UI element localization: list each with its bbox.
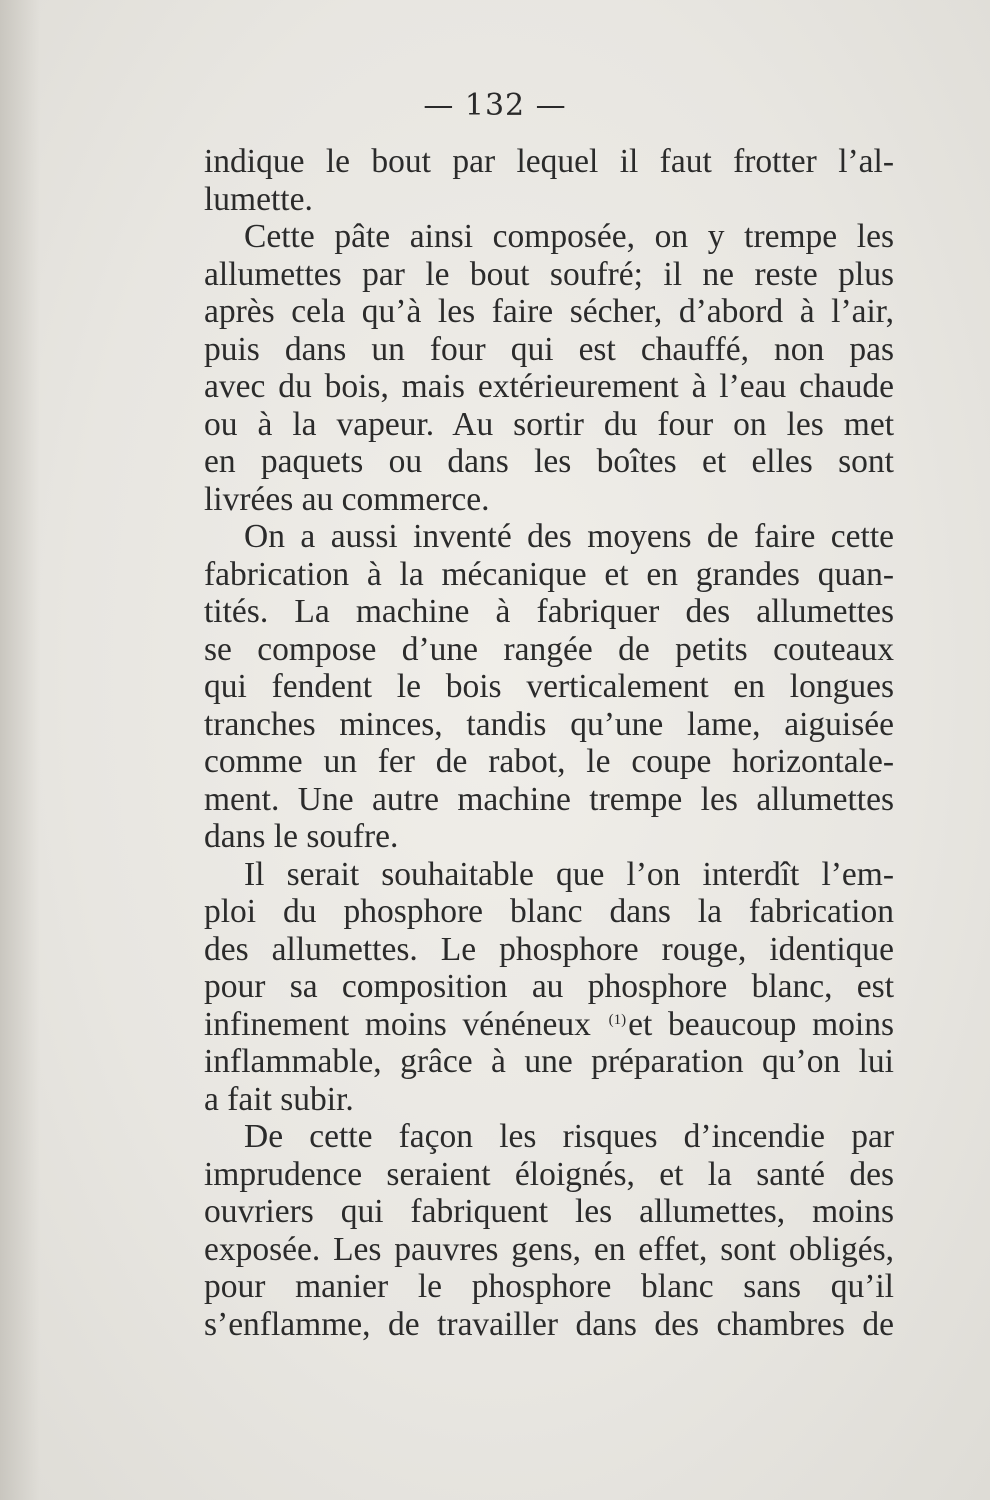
text-line: ploi du phosphore blanc dans la fabrication xyxy=(204,893,894,930)
text-line: s’enflamme, de travailler dans des chambres de xyxy=(204,1305,894,1343)
text-line: inflammable, grâce à une préparation qu’on lui xyxy=(204,1043,894,1080)
text-line: a fait subir. xyxy=(204,1080,354,1118)
body-text xyxy=(204,143,894,1343)
text-line: fabrication à la mécanique et en grandes quan- xyxy=(204,555,894,593)
text-line: lumette. xyxy=(204,180,313,218)
text-line: en paquets ou dans les boîtes et elles sont xyxy=(204,443,894,480)
spine-shadow xyxy=(0,0,40,1500)
text-line: dans le soufre. xyxy=(204,818,399,855)
text-line: livrées au commerce. xyxy=(204,480,490,518)
text-line: puis dans un four qui est chauffé, non pas xyxy=(204,330,894,368)
text-line: comme un fer de rabot, le coupe horizontale- xyxy=(204,743,894,780)
text-line: des allumettes. Le phosphore rouge, identique xyxy=(204,930,894,968)
text-line: qui fendent le bois verticalement en longues xyxy=(204,668,894,705)
text-line: ment. Une autre machine trempe les allumettes xyxy=(204,780,894,818)
text-line: Cette pâte ainsi composée, on y trempe les xyxy=(244,218,894,255)
text-line: tranches minces, tandis qu’une lame, aiguisée xyxy=(204,705,894,743)
text-segment: et beaucoup moins xyxy=(628,1005,894,1043)
text-line: allumettes par le bout soufré; il ne reste plus xyxy=(204,255,894,293)
text-line-with-footnote xyxy=(204,1006,894,1044)
text-line: pour manier le phosphore blanc sans qu’il xyxy=(204,1268,894,1305)
text-line: ou à la vapeur. Au sortir du four on les met xyxy=(204,405,894,443)
text-line: De cette façon les risques d’incendie par xyxy=(244,1118,894,1155)
text-line: exposée. Les pauvres gens, en effet, sont obligés, xyxy=(204,1230,894,1268)
text-line: On a aussi inventé des moyens de faire cette xyxy=(244,518,894,555)
page-number: — 132 — xyxy=(423,88,567,123)
text-line: pour sa composition au phosphore blanc, est xyxy=(204,968,894,1005)
text-line: Il serait souhaitable que l’on interdît l’em- xyxy=(244,855,894,893)
text-line: avec du bois, mais extérieurement à l’eau chaude xyxy=(204,368,894,405)
text-line: imprudence seraient éloignés, et la santé des xyxy=(204,1155,894,1193)
footnote-marker: (1) xyxy=(608,1011,627,1028)
text-line: se compose d’une rangée de petits couteaux xyxy=(204,630,894,668)
text-line: indique le bout par lequel il faut frotter l’al- xyxy=(204,143,894,180)
text-line: tités. La machine à fabriquer des allumettes xyxy=(204,593,894,630)
text-line: ouvriers qui fabriquent les allumettes, moins xyxy=(204,1193,894,1230)
text-line: après cela qu’à les faire sécher, d’abord à l’air, xyxy=(204,293,894,330)
text-segment: infinement moins vénéneux xyxy=(204,1005,591,1043)
